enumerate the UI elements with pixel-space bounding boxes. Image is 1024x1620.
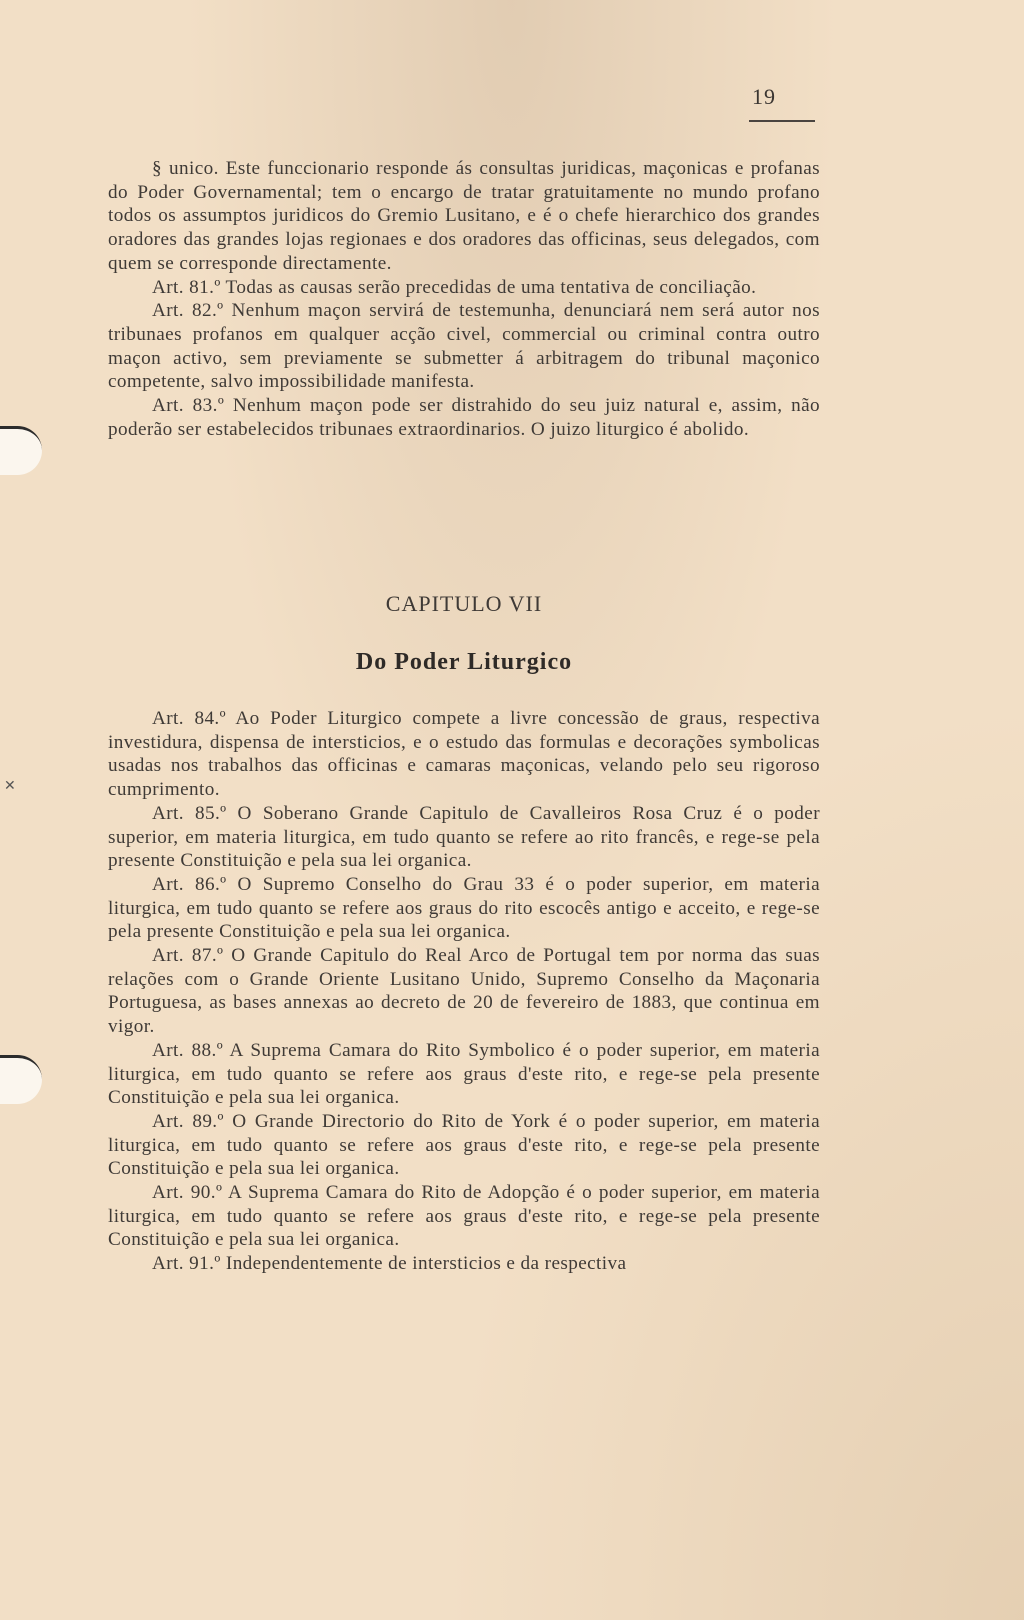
paragraph-art-89: Art. 89.º O Grande Directorio do Rito de York é o poder superior, em materia liturgica, em tudo quanto se refere aos graus d'este rito, e rege-se pela presente Constituição e pela sua lei organica. (108, 1110, 820, 1180)
paragraph-unico: § unico. Este funccionario responde ás consultas juridicas, maçonicas e profanas do Poder Governamental; tem o encargo de tratar gratuitamente no mundo profano todos os assumptos juridicos do Gremio Lusitano, e é o chefe hierarchico dos grandes oradores das grandes lojas regionaes e dos oradores das officinas, seus delegados, com quem se corresponde directamente. (108, 158, 820, 274)
paragraph-art-91: Art. 91.º Independentemente de intersticios e da respectiva (152, 1253, 627, 1275)
bottom-text-block (108, 707, 820, 1276)
chapter-subtitle: Do Poder Liturgico (355, 649, 573, 675)
binding-hole-mark (0, 1055, 42, 1104)
margin-mark-icon: ✕ (4, 778, 16, 794)
paragraph-art-82: Art. 82.º Nenhum maçon servirá de testemunha, denunciará nem será autor nos tribunaes profanos em qualquer acção civel, commercial ou criminal contra outro maçon activo, sem previamente se submetter á arbitragem do tribunal maçonico competente, salvo impossibilidade manifesta. (108, 300, 820, 393)
paragraph-art-81: Art. 81.º Todas as causas serão precedidas de uma tentativa de conciliação. (152, 276, 757, 298)
paragraph-art-83: Art. 83.º Nenhum maçon pode ser distrahido do seu juiz natural e, assim, não poderão ser estabelecidos tribunaes extraordinarios. O juizo liturgico é abolido. (108, 395, 820, 440)
binding-hole-mark (0, 426, 42, 475)
paragraph-art-87: Art. 87.º O Grande Capitulo do Real Arco de Portugal tem por norma das suas relações com o Grande Oriente Lusitano Unido, Supremo Conselho da Maçonaria Portuguesa, as bases annexas ao decreto de 20 de fevereiro de 1883, que continua em vigor. (108, 945, 820, 1038)
paragraph-art-84: Art. 84.º Ao Poder Liturgico compete a livre concessão de graus, respectiva investidura, dispensa de intersticios, e o estudo das formulas e decorações symbolicas usadas nos trabalhos das officinas e camaras maçonicas, velando pelo seu rigoroso cumprimento. (108, 708, 820, 801)
page-number: 19 (752, 84, 776, 109)
paragraph-art-88: Art. 88.º A Suprema Camara do Rito Symbolico é o poder superior, em materia liturgica, em tudo quanto se refere aos graus d'este rito, e rege-se pela presente Constituição e pela sua lei organica. (108, 1039, 820, 1109)
paragraph-art-85: Art. 85.º O Soberano Grande Capitulo de Cavalleiros Rosa Cruz é o poder superior, em materia liturgica, em tudo quanto se refere ao rito francês, e rege-se pela presente Constituição e pela sua lei organica. (108, 802, 820, 872)
paragraph-art-90: Art. 90.º A Suprema Camara do Rito de Adopção é o poder superior, em materia liturgica, em tudo quanto se refere aos graus d'este rito, e rege-se pela presente Constituição e pela sua lei organica. (108, 1182, 820, 1251)
top-text-block (108, 157, 820, 441)
paragraph-art-86: Art. 86.º O Supremo Conselho do Grau 33 é o poder superior, em materia liturgica, em tudo quanto se refere aos graus do rito escocês antigo e acceito, e rege-se pela presente Constituição e pela sua lei organica. (108, 873, 820, 943)
page-number-rule (749, 120, 815, 122)
chapter-heading: CAPITULO VII (385, 591, 543, 616)
